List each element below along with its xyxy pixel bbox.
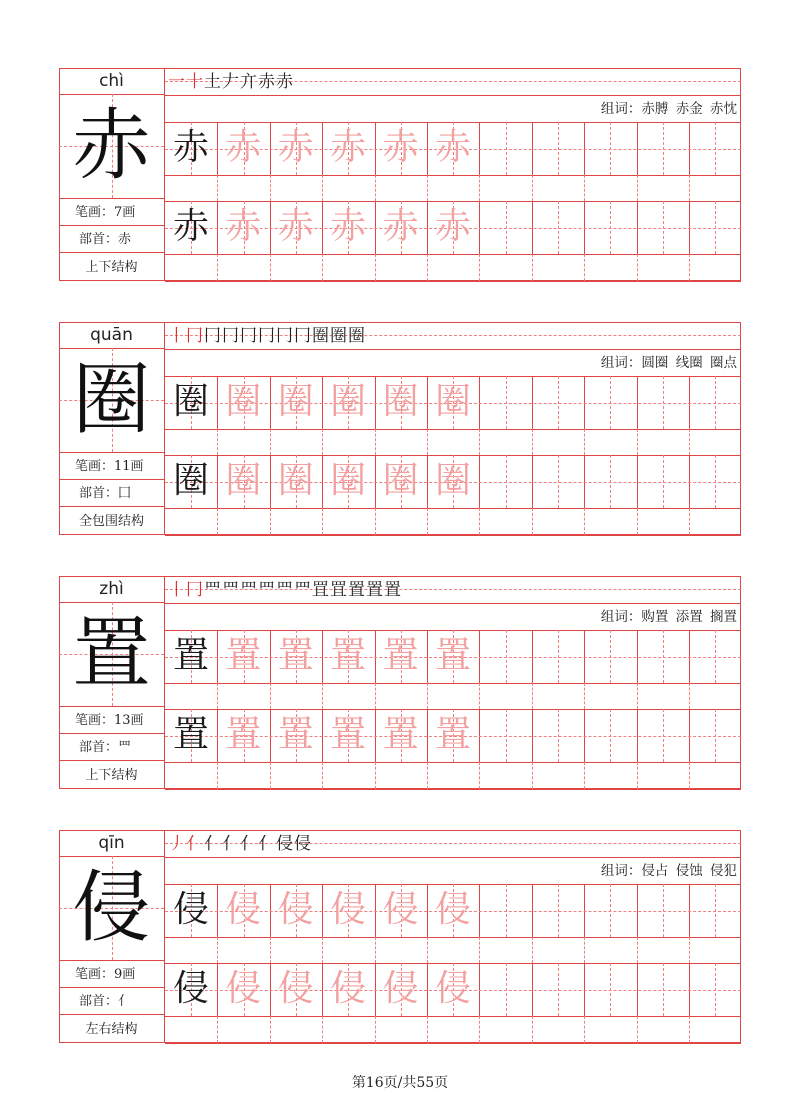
guide-line-vertical xyxy=(637,254,638,281)
trace-character: 置 xyxy=(382,635,419,676)
guide-line-vertical xyxy=(375,175,376,201)
trace-character: 置 xyxy=(382,714,419,755)
stroke-step: 一 xyxy=(168,72,186,92)
trace-character: 置 xyxy=(434,635,471,676)
guide-line-vertical xyxy=(663,884,664,937)
guide-line-vertical xyxy=(217,254,218,281)
grid-line xyxy=(165,535,741,536)
radical-label: 部首：罒 xyxy=(59,733,164,760)
guide-line-vertical xyxy=(610,455,611,508)
guide-line-vertical xyxy=(322,175,323,201)
guide-line-vertical xyxy=(584,254,585,281)
radical-label: 部首：亻 xyxy=(59,987,164,1014)
stroke-step: 圈 xyxy=(312,326,330,346)
trace-character: 赤 xyxy=(434,127,471,168)
guide-line-vertical xyxy=(689,429,690,455)
stroke-count-label: 笔画：7画 xyxy=(59,198,164,225)
vocabulary-words: 组词：赤膊 赤金 赤忱 xyxy=(600,101,737,117)
info-column xyxy=(59,830,165,1043)
guide-line-vertical xyxy=(270,1016,271,1043)
big-character: 置 xyxy=(72,609,151,699)
trace-character: 圈 xyxy=(277,460,314,501)
guide-line-vertical xyxy=(506,709,507,762)
pinyin-label: qīn xyxy=(59,830,164,857)
trace-character: 置 xyxy=(225,635,262,676)
stroke-step: 罝 xyxy=(330,580,348,600)
model-character: 圈 xyxy=(172,381,209,422)
grid-line xyxy=(165,508,741,509)
guide-line-vertical xyxy=(375,683,376,709)
guide-line-vertical xyxy=(558,201,559,254)
stroke-step: 罒 xyxy=(240,580,258,600)
guide-line-vertical xyxy=(610,884,611,937)
guide-line-vertical xyxy=(558,709,559,762)
stroke-order-row xyxy=(165,830,741,857)
grid-line xyxy=(165,254,741,255)
trace-character: 置 xyxy=(434,714,471,755)
guide-line-vertical xyxy=(322,429,323,455)
stroke-step: 罒 xyxy=(204,580,222,600)
guide-line-vertical xyxy=(637,683,638,709)
guide-line-vertical xyxy=(217,937,218,963)
grid-line xyxy=(165,1016,741,1017)
guide-line-vertical xyxy=(715,201,716,254)
guide-line-vertical xyxy=(375,508,376,535)
trace-character: 赤 xyxy=(277,206,314,247)
guide-line-vertical xyxy=(479,762,480,789)
guide-line-vertical xyxy=(689,254,690,281)
guide-line-vertical xyxy=(217,1016,218,1043)
guide-line-vertical xyxy=(270,762,271,789)
stroke-step: 冂 xyxy=(186,326,204,346)
guide-line-vertical xyxy=(506,122,507,175)
guide-line-vertical xyxy=(270,683,271,709)
guide-line-vertical xyxy=(637,175,638,201)
guide-line-vertical xyxy=(217,762,218,789)
guide-line-vertical xyxy=(663,376,664,429)
guide-line-vertical xyxy=(427,508,428,535)
trace-character: 圈 xyxy=(382,460,419,501)
guide-line-vertical xyxy=(322,254,323,281)
trace-character: 侵 xyxy=(277,889,314,930)
guide-line-vertical xyxy=(637,1016,638,1043)
stroke-step: 侵 xyxy=(276,834,294,854)
guide-line-vertical xyxy=(637,762,638,789)
stroke-sequence xyxy=(168,323,366,349)
model-character: 侵 xyxy=(172,968,209,1009)
stroke-step: 亻 xyxy=(258,834,276,854)
guide-line-vertical xyxy=(532,429,533,455)
stroke-step: 罒 xyxy=(222,580,240,600)
guide-line-vertical xyxy=(558,122,559,175)
stroke-sequence xyxy=(168,69,294,95)
guide-line-vertical xyxy=(532,175,533,201)
guide-line-vertical xyxy=(479,254,480,281)
guide-line-vertical xyxy=(584,508,585,535)
guide-line-vertical xyxy=(584,683,585,709)
vocabulary-row xyxy=(165,349,741,376)
guide-line-vertical xyxy=(427,429,428,455)
practice-grid xyxy=(165,630,741,789)
stroke-sequence xyxy=(168,831,312,857)
page-number: 第16页/共55页 xyxy=(351,1075,449,1091)
guide-line-vertical xyxy=(532,254,533,281)
guide-line-vertical xyxy=(427,683,428,709)
stroke-step: 罒 xyxy=(294,580,312,600)
structure-label: 上下结构 xyxy=(59,760,164,789)
stroke-step: 置 xyxy=(366,580,384,600)
stroke-order-row xyxy=(165,68,741,95)
guide-line-vertical xyxy=(506,376,507,429)
trace-character: 赤 xyxy=(277,127,314,168)
stroke-step: 冂 xyxy=(240,326,258,346)
stroke-count-label: 笔画：9画 xyxy=(59,960,164,987)
guide-line-vertical xyxy=(375,762,376,789)
guide-line-vertical xyxy=(532,1016,533,1043)
practice-grid xyxy=(165,884,741,1043)
big-character: 圈 xyxy=(72,355,151,445)
character-block xyxy=(59,68,741,281)
guide-line-vertical xyxy=(584,175,585,201)
grid-line xyxy=(165,429,741,430)
guide-line-vertical xyxy=(558,963,559,1016)
guide-line-vertical xyxy=(715,455,716,508)
grid-line xyxy=(165,683,741,684)
pinyin-label: zhì xyxy=(59,576,164,603)
stroke-step: 罝 xyxy=(312,580,330,600)
grid-line xyxy=(165,175,741,176)
guide-line-vertical xyxy=(584,1016,585,1043)
guide-line-vertical xyxy=(479,937,480,963)
stroke-step: 赤 xyxy=(276,72,294,92)
guide-line-vertical xyxy=(637,937,638,963)
guide-line-vertical xyxy=(506,201,507,254)
stroke-count-label: 笔画：11画 xyxy=(59,452,164,479)
stroke-step: 十 xyxy=(186,72,204,92)
trace-character: 侵 xyxy=(330,889,367,930)
guide-line-vertical xyxy=(558,455,559,508)
guide-line-vertical xyxy=(322,762,323,789)
practice-grid xyxy=(165,376,741,535)
trace-character: 侵 xyxy=(225,968,262,1009)
trace-character: 圈 xyxy=(330,381,367,422)
guide-line-vertical xyxy=(663,122,664,175)
radical-label: 部首：囗 xyxy=(59,479,164,506)
model-character: 侵 xyxy=(172,889,209,930)
guide-line-vertical xyxy=(427,937,428,963)
guide-line-vertical xyxy=(663,630,664,683)
stroke-step: 罒 xyxy=(258,580,276,600)
grid-line xyxy=(165,281,741,282)
guide-line-vertical xyxy=(558,884,559,937)
guide-line-vertical xyxy=(375,429,376,455)
guide-line-vertical xyxy=(610,376,611,429)
stroke-step: 丿 xyxy=(168,834,186,854)
trace-character: 赤 xyxy=(225,127,262,168)
stroke-step: 冂 xyxy=(258,326,276,346)
stroke-order-row xyxy=(165,576,741,603)
trace-character: 赤 xyxy=(330,206,367,247)
guide-line-vertical xyxy=(479,1016,480,1043)
grid-line xyxy=(165,762,741,763)
stroke-step: 亻 xyxy=(222,834,240,854)
guide-line-vertical xyxy=(427,254,428,281)
character-block xyxy=(59,322,741,535)
grid-line xyxy=(165,937,741,938)
guide-line-vertical xyxy=(584,937,585,963)
guide-line-vertical xyxy=(584,429,585,455)
trace-character: 圈 xyxy=(434,381,471,422)
guide-line-vertical xyxy=(637,508,638,535)
trace-character: 置 xyxy=(330,714,367,755)
vocabulary-words: 组词：购置 添置 搁置 xyxy=(600,609,737,625)
guide-line-vertical xyxy=(375,937,376,963)
stroke-step: 圈 xyxy=(348,326,366,346)
trace-character: 置 xyxy=(225,714,262,755)
stroke-step: 冂 xyxy=(186,580,204,600)
stroke-step: 𠂇 xyxy=(222,72,240,92)
guide-line-vertical xyxy=(322,1016,323,1043)
stroke-step: 置 xyxy=(384,580,402,600)
trace-character: 赤 xyxy=(434,206,471,247)
guide-line-vertical xyxy=(506,963,507,1016)
character-block xyxy=(59,830,741,1043)
trace-character: 圈 xyxy=(382,381,419,422)
vocabulary-row xyxy=(165,95,741,122)
guide-line-vertical xyxy=(715,122,716,175)
trace-character: 圈 xyxy=(225,381,262,422)
guide-line-vertical xyxy=(270,175,271,201)
guide-line-vertical xyxy=(479,429,480,455)
trace-character: 侵 xyxy=(225,889,262,930)
guide-line-vertical xyxy=(610,630,611,683)
structure-label: 左右结构 xyxy=(59,1014,164,1043)
guide-line-vertical xyxy=(663,455,664,508)
trace-character: 置 xyxy=(277,635,314,676)
big-character-box xyxy=(59,856,164,960)
guide-line-vertical xyxy=(689,683,690,709)
big-character-box xyxy=(59,94,164,198)
stroke-step: 冂 xyxy=(204,326,222,346)
model-character: 置 xyxy=(172,635,209,676)
guide-line-vertical xyxy=(270,429,271,455)
guide-line-vertical xyxy=(689,762,690,789)
guide-line-vertical xyxy=(532,683,533,709)
stroke-step: 亻 xyxy=(240,834,258,854)
practice-grid xyxy=(165,122,741,281)
vocabulary-words: 组词：侵占 侵蚀 侵犯 xyxy=(600,863,737,879)
stroke-step: 侵 xyxy=(294,834,312,854)
trace-character: 赤 xyxy=(382,206,419,247)
guide-line-vertical xyxy=(584,762,585,789)
grid-line xyxy=(165,789,741,790)
trace-character: 圈 xyxy=(434,460,471,501)
guide-line-vertical xyxy=(532,937,533,963)
radical-label: 部首：赤 xyxy=(59,225,164,252)
stroke-step: 丨 xyxy=(168,580,186,600)
guide-line-vertical xyxy=(715,884,716,937)
stroke-sequence xyxy=(168,577,402,603)
stroke-step: 亻 xyxy=(186,834,204,854)
model-character: 置 xyxy=(172,714,209,755)
guide-line-vertical xyxy=(689,508,690,535)
guide-line-vertical xyxy=(715,709,716,762)
stroke-step: 冂 xyxy=(276,326,294,346)
trace-character: 侵 xyxy=(434,968,471,1009)
trace-character: 侵 xyxy=(434,889,471,930)
trace-character: 圈 xyxy=(330,460,367,501)
stroke-step: 丨 xyxy=(168,326,186,346)
trace-character: 侵 xyxy=(382,889,419,930)
model-character: 赤 xyxy=(172,127,209,168)
vocabulary-row xyxy=(165,603,741,630)
guide-line-vertical xyxy=(689,1016,690,1043)
trace-character: 置 xyxy=(277,714,314,755)
model-character: 圈 xyxy=(172,460,209,501)
guide-line-vertical xyxy=(322,937,323,963)
guide-line-vertical xyxy=(532,508,533,535)
guide-line-vertical xyxy=(375,1016,376,1043)
vocabulary-row xyxy=(165,857,741,884)
guide-line-vertical xyxy=(506,884,507,937)
guide-line-vertical xyxy=(322,508,323,535)
guide-line-vertical xyxy=(637,429,638,455)
guide-line-vertical xyxy=(270,937,271,963)
guide-line-vertical xyxy=(479,175,480,201)
info-column xyxy=(59,322,165,535)
stroke-step: 冂 xyxy=(222,326,240,346)
trace-character: 侵 xyxy=(382,968,419,1009)
guide-line-vertical xyxy=(479,683,480,709)
trace-character: 侵 xyxy=(330,968,367,1009)
structure-label: 全包围结构 xyxy=(59,506,164,535)
guide-line-vertical xyxy=(558,376,559,429)
info-column xyxy=(59,576,165,789)
structure-label: 上下结构 xyxy=(59,252,164,281)
vocabulary-words: 组词：圆圈 线圈 圈点 xyxy=(600,355,737,371)
guide-line-vertical xyxy=(715,630,716,683)
guide-line-vertical xyxy=(427,1016,428,1043)
guide-line-vertical xyxy=(610,709,611,762)
guide-line-vertical xyxy=(610,963,611,1016)
stroke-step: 置 xyxy=(348,580,366,600)
stroke-step: 亣 xyxy=(240,72,258,92)
trace-character: 圈 xyxy=(225,460,262,501)
guide-line-vertical xyxy=(270,508,271,535)
stroke-step: 土 xyxy=(204,72,222,92)
big-character-box xyxy=(59,602,164,706)
guide-line-vertical xyxy=(217,429,218,455)
stroke-step: 冂 xyxy=(294,326,312,346)
trace-character: 置 xyxy=(330,635,367,676)
grid-line xyxy=(165,1043,741,1044)
guide-line-vertical xyxy=(506,455,507,508)
stroke-step: 罒 xyxy=(276,580,294,600)
guide-line-vertical xyxy=(663,201,664,254)
model-character: 赤 xyxy=(172,206,209,247)
trace-character: 赤 xyxy=(382,127,419,168)
guide-line-vertical xyxy=(663,709,664,762)
guide-line-vertical xyxy=(217,508,218,535)
pinyin-label: chì xyxy=(59,68,164,95)
guide-line-vertical xyxy=(663,963,664,1016)
guide-line-vertical xyxy=(689,175,690,201)
guide-line-vertical xyxy=(689,937,690,963)
trace-character: 赤 xyxy=(330,127,367,168)
guide-line-vertical xyxy=(479,508,480,535)
trace-character: 圈 xyxy=(277,381,314,422)
guide-line-vertical xyxy=(427,175,428,201)
guide-line-vertical xyxy=(610,201,611,254)
guide-line-vertical xyxy=(610,122,611,175)
guide-line-vertical xyxy=(270,254,271,281)
guide-line-vertical xyxy=(506,630,507,683)
big-character: 赤 xyxy=(72,101,151,191)
pinyin-label: quān xyxy=(59,322,164,349)
big-character: 侵 xyxy=(72,863,151,953)
big-character-box xyxy=(59,348,164,452)
stroke-order-row xyxy=(165,322,741,349)
guide-line-vertical xyxy=(217,175,218,201)
stroke-step: 赤 xyxy=(258,72,276,92)
trace-character: 赤 xyxy=(225,206,262,247)
info-column xyxy=(59,68,165,281)
guide-line-vertical xyxy=(427,762,428,789)
trace-character: 侵 xyxy=(277,968,314,1009)
guide-line-vertical xyxy=(715,963,716,1016)
stroke-count-label: 笔画：13画 xyxy=(59,706,164,733)
guide-line-vertical xyxy=(375,254,376,281)
guide-line-vertical xyxy=(532,762,533,789)
guide-line-vertical xyxy=(715,376,716,429)
stroke-step: 亻 xyxy=(204,834,222,854)
character-block xyxy=(59,576,741,789)
guide-line-vertical xyxy=(217,683,218,709)
guide-line-vertical xyxy=(322,683,323,709)
stroke-step: 圈 xyxy=(330,326,348,346)
guide-line-vertical xyxy=(558,630,559,683)
